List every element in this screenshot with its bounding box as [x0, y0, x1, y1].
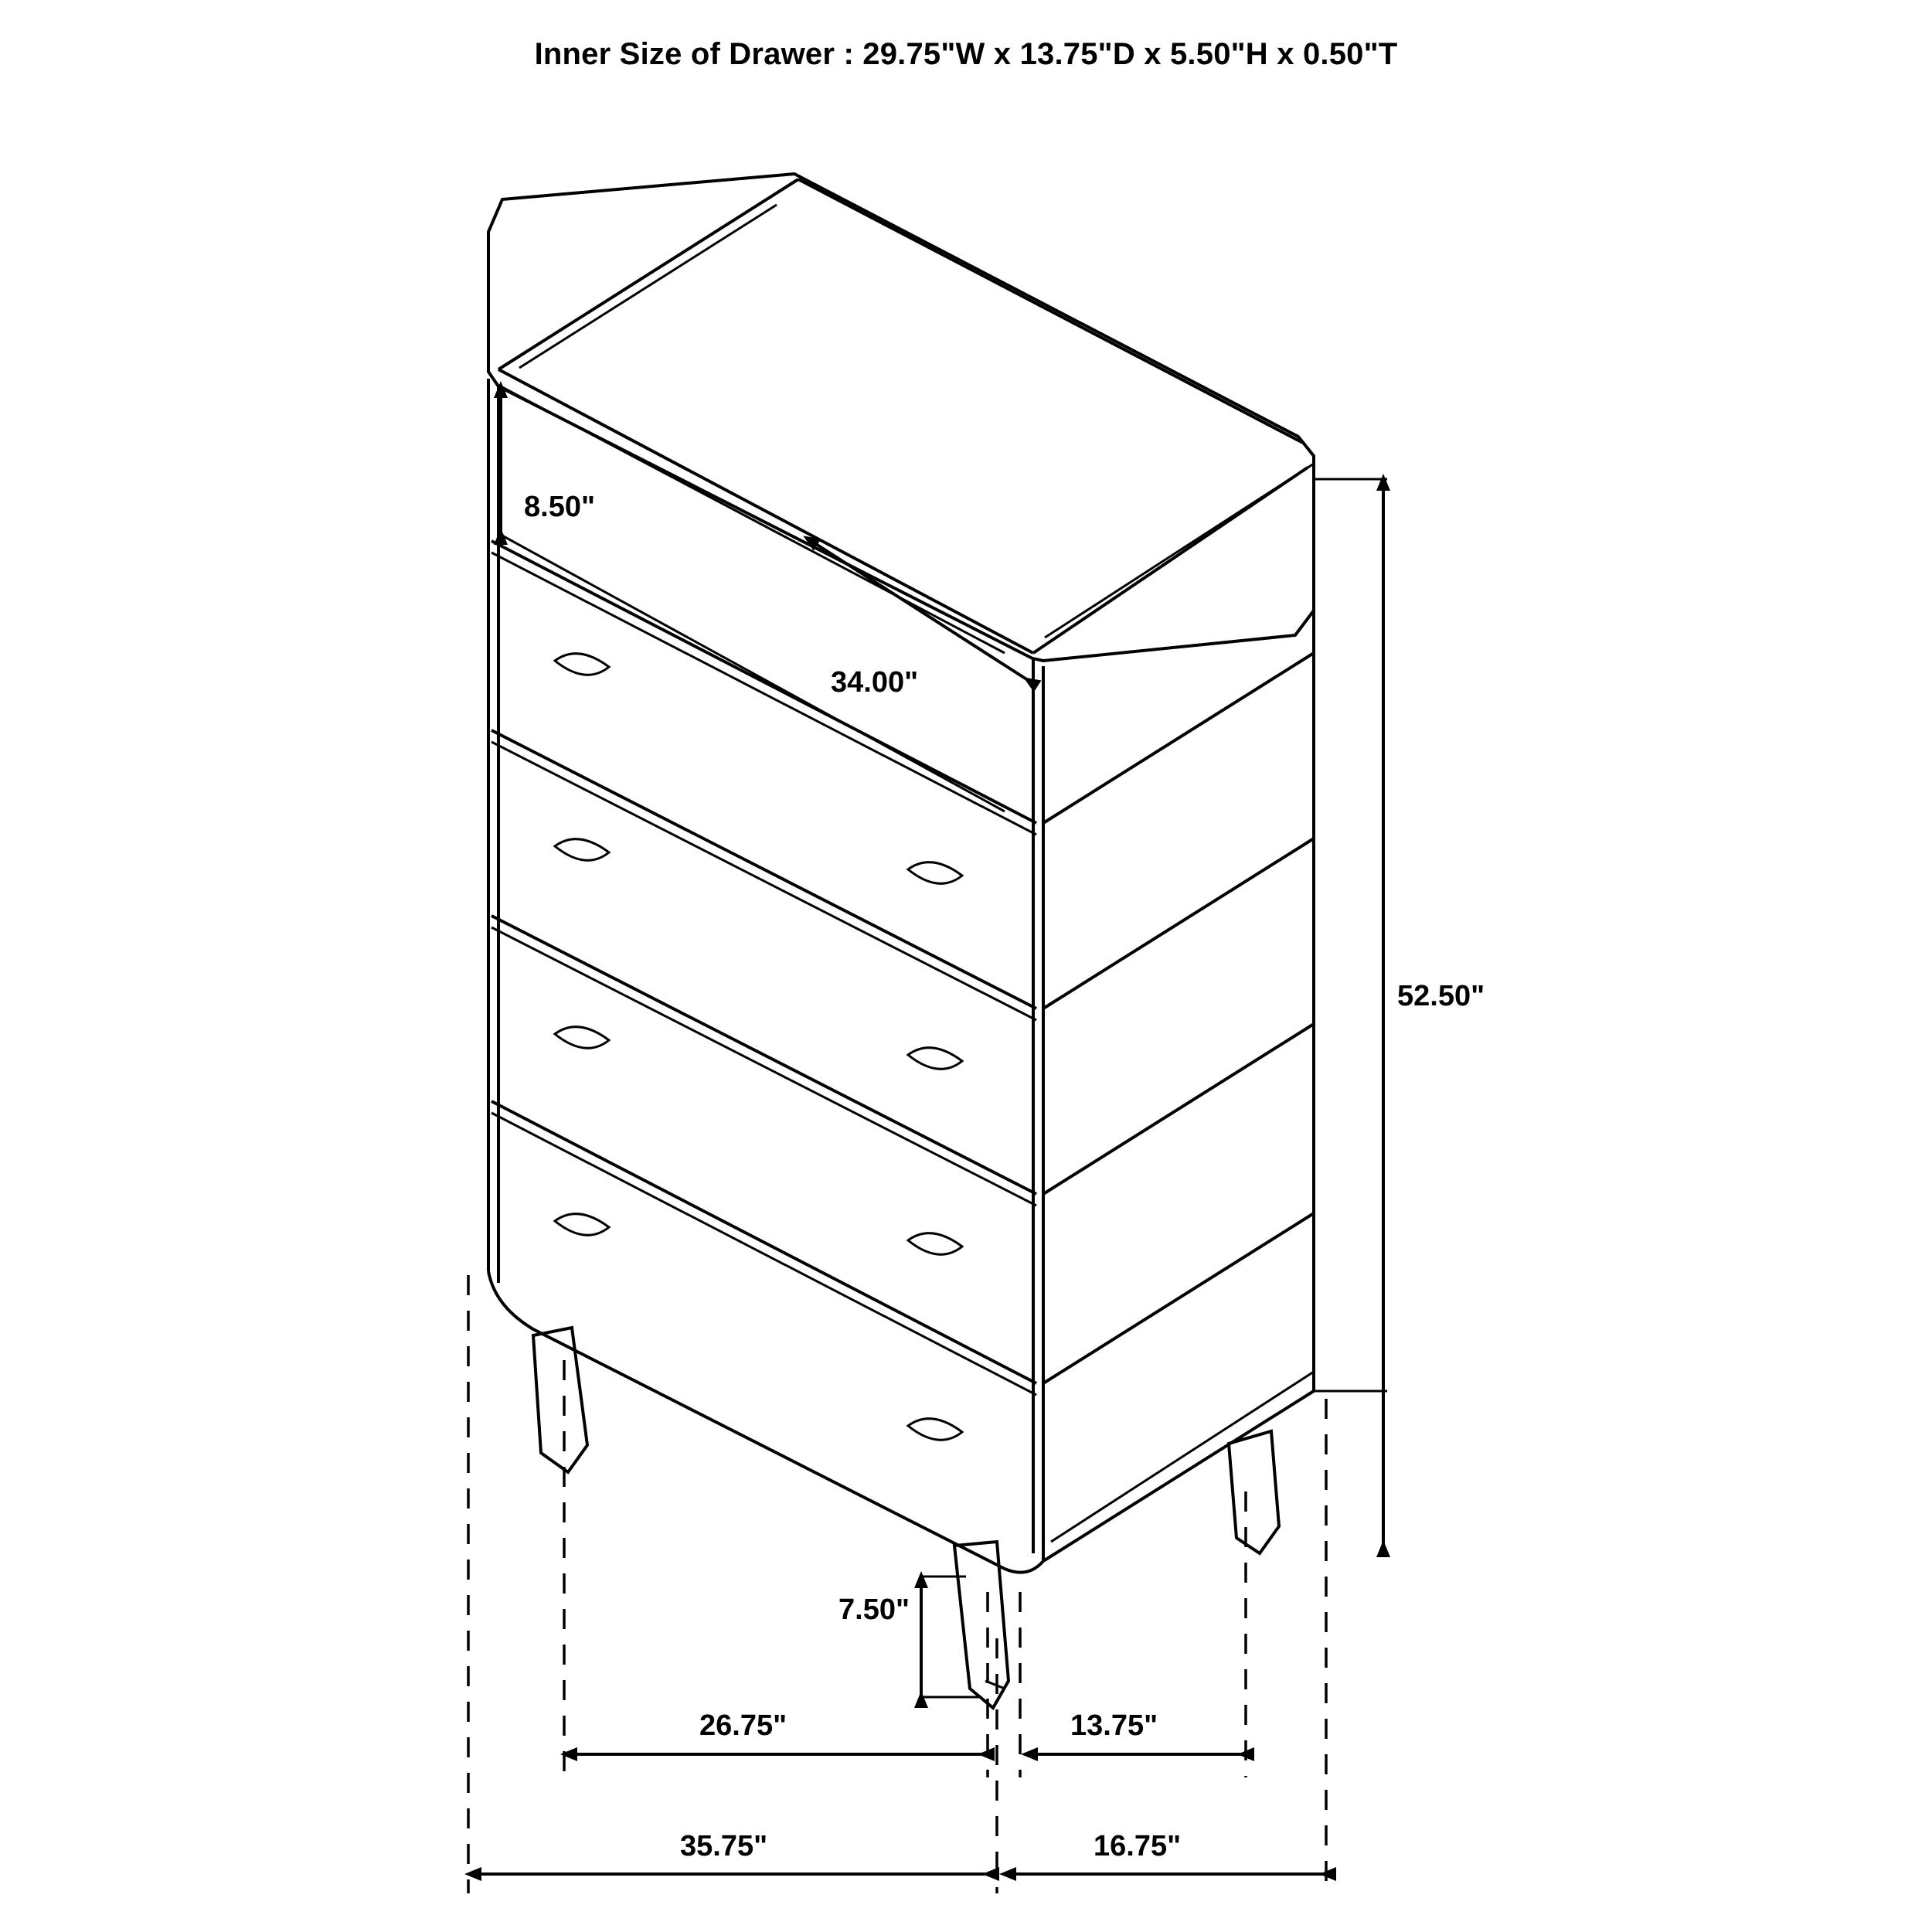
dim-label-13-75: 13.75" [1070, 1709, 1158, 1742]
extension-lines [468, 1275, 1326, 1893]
dim-52-50 [1314, 479, 1387, 1546]
dim-label-26-75: 26.75" [699, 1709, 787, 1742]
dim-label-8-50: 8.50" [524, 491, 595, 523]
dim-label-34-00: 34.00" [831, 666, 919, 699]
dim-label-35-75: 35.75" [680, 1830, 768, 1862]
dim-label-7-50: 7.50" [838, 1594, 910, 1626]
cabinet-outline [488, 174, 1314, 1708]
dim-label-16-75: 16.75" [1094, 1830, 1182, 1862]
dim-label-52-50: 52.50" [1397, 980, 1485, 1012]
dim-7-50 [921, 1577, 981, 1697]
page-title: Inner Size of Drawer : 29.75"W x 13.75"D x 5.50"H x 0.50"T [534, 37, 1398, 71]
